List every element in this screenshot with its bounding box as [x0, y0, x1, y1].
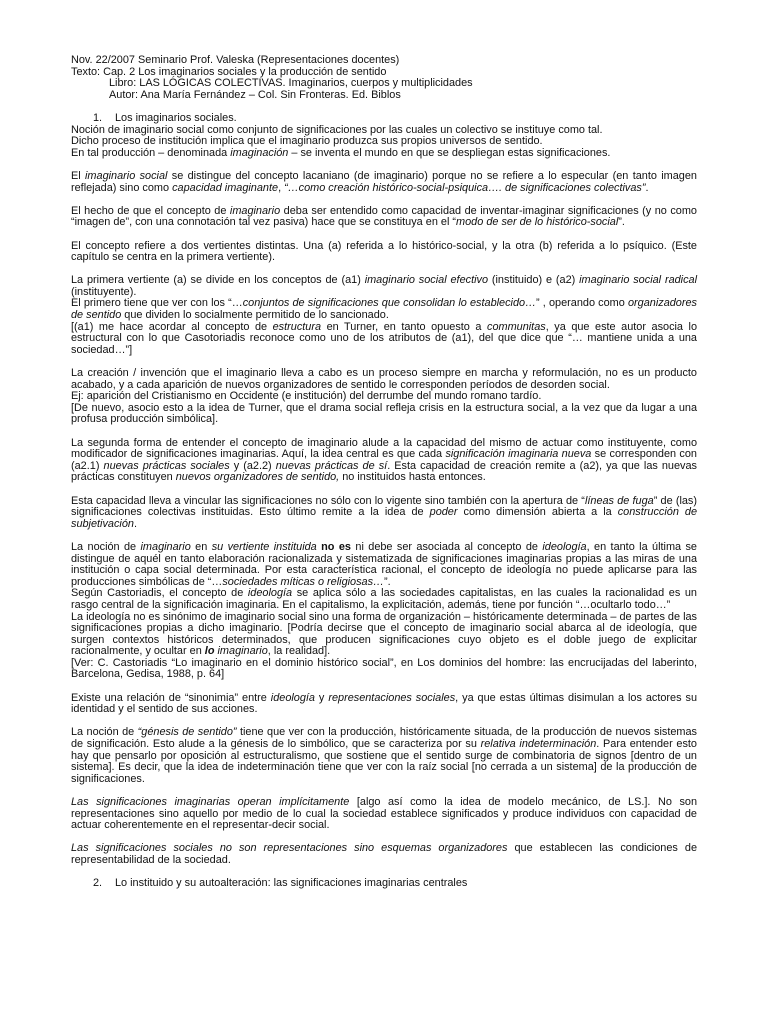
paragraph: La segunda forma de entender el concepto de imaginario alude a la capacidad del mismo de actuar como instituyente, como modificador de significaciones imaginarias. Aquí, la idea central es que cada significación imaginaria nueva se corresponden con (a2.1) nuevas prácticas sociales y (a2.2) nuevas prácticas de sí. Esta capacidad de creación remite a (a2), ya que las nuevas prácticas constituyen nuevos organizadores de sentido, no instituidos hasta entonces. [71, 436, 697, 484]
section-heading-1: 1. Los imaginarios sociales. [93, 111, 237, 124]
paragraph: Existe una relación de “sinonimia” entre ideología y representaciones sociales, ya que estas últimas disimulan a los actores su identidad y el sentido de sus acciones. [71, 691, 697, 716]
paragraph: La noción de imaginario en su vertiente instituida no es ni debe ser asociada al concepto de ideología, en tanto la última se distingue de aquél en tanto elaboración racionalizada y sistematizada de significaciones imaginarias propias a las miras de una institución o capa social determinada. Por esta característica racional, el concepto de ideología no puede aplicarse para las producciones simbólicas de “…sociedades míticas o religiosas…”. [71, 540, 697, 588]
header-author-line: Autor: Ana María Fernández – Col. Sin Fronteras. Ed. Biblos [109, 88, 401, 101]
paragraph: En tal producción – denominada imaginación – se inventa el mundo en que se despliegan estas significaciones. [71, 146, 611, 159]
paragraph: El hecho de que el concepto de imaginario deba ser entendido como capacidad de inventar-imaginar significaciones (y no como “imagen de”, con una connotación tal vez pasiva) hace que se constituya en el “modo de ser de lo histórico-social”. [71, 204, 697, 229]
document-body [71, 55, 697, 890]
header-text-line: Texto: Cap. 2 Los imaginarios sociales y la producción de sentido [71, 65, 387, 78]
paragraph: [(a1) me hace acordar al concepto de estructura en Turner, en tanto opuesto a communitas, ya que este autor asocia lo estructural con lo que Casotoriadis reconoce como uno de los atributos de (a1), del que dice que “… mantiene unida a una sociedad…”] [71, 320, 698, 356]
paragraph: La primera vertiente (a) se divide en los conceptos de (a1) imaginario social efectivo (instituido) e (a2) imaginario social radical (instituyente). [71, 274, 698, 298]
paragraph: El concepto refiere a dos vertientes distintas. Una (a) referida a lo histórico-social, y la otra (b) referida a lo psíquico. (Este capítulo se centra en la primera vertiente). [71, 239, 697, 264]
paragraph: Ej: aparición del Cristianismo en Occidente (e institución) del derrumbe del mundo romano tardío. [71, 390, 542, 403]
paragraph: Noción de imaginario social como conjunto de significaciones por las cuales un colectivo se instituye como tal. [71, 123, 603, 136]
paragraph: La creación / invención que el imaginario lleva a cabo es un proceso siempre en marcha y reformulación, no es un producto acabado, y a cada aparición de nuevos organizadores de sentido le corresponden períodos de desorden social. [71, 367, 697, 391]
paragraph: El primero tiene que ver con los “…conjuntos de significaciones que consolidan lo establecido…” , operando como organizadores de sentido que dividen lo socialmente permitido de lo sancionado. [71, 297, 697, 322]
paragraph: Las significaciones sociales no son representaciones sino esquemas organizadores que establecen las condiciones de representabilidad de la sociedad. [71, 842, 698, 866]
paragraph: [Ver: C. Castoriadis “Lo imaginario en el dominio histórico social”, en Los dominios del hombre: las encrucijadas del laberinto, Barcelona, Gedisa, 1988, p. 64] [71, 656, 697, 681]
paragraph: Dicho proceso de institución implica que el imaginario produzca sus propios universos de sentido. [71, 135, 543, 148]
header-date-line: Nov. 22/2007 Seminario Prof. Valeska (Representaciones docentes) [71, 54, 400, 66]
paragraph: Las significaciones imaginarias operan implícitamente [algo así como la idea de modelo mecánico, de LS.]. No son representaciones sino aquello por medio de lo cual la sociedad establece significados y produce individuos con capacidad de actuar coherentemente en el representar-decir social. [71, 796, 697, 832]
paragraph: [De nuevo, asocio esto a la idea de Turner, que el drama social refleja crisis en la estructura social, a la vez que da lugar a una profusa producción simbólica]. [71, 401, 697, 426]
paragraph: Esta capacidad lleva a vincular las significaciones no sólo con lo vigente sino también con la apertura de “líneas de fuga” de (las) significaciones colectivas instituidas. Esto último remite a la idea de poder como dimensión abierta a la construcción de subjetivación. [71, 494, 698, 530]
paragraph: Según Castoriadis, el concepto de ideología se aplica sólo a las sociedades capitalistas, en las cuales la racionalidad es un rasgo central de la significación imaginaria. En el capitalismo, la explicitación, además, tiene por función “…ocultarlo todo…” [71, 587, 697, 611]
paragraph: La noción de “génesis de sentido” tiene que ver con la producción, históricamente situada, de la producción de nuevos sistemas de significación. Esto alude a la génesis de lo simbólico, que se caracteriza por su relativa indeterminación. Para entender esto hay que pensarlo por oposición al estructuralismo, que sostiene que el sentido surge de combinatoria de signos [dentro de un sistema]. Es decir, que la idea de indeterminación tiene que ver con la raíz social [no cerrada a un sistema] de la producción de significaciones. [71, 726, 697, 785]
header-book-line: Libro: LAS LÓGICAS COLECTIVAS. Imaginarios, cuerpos y multiplicidades [109, 77, 473, 90]
paragraph: La ideología no es sinónimo de imaginario social sino una forma de organización – históricamente determinada – de partes de las significaciones propias a dicho imaginario. [Podría decirse que el concepto de imaginario social abarca al de ideología, que surgen contextos históricos determinados, que producen significaciones cuyo objeto es el doble juego de explicitar racionalmente, y ocultar en lo imaginario, la realidad]. [71, 610, 697, 658]
paragraph: El imaginario social se distingue del concepto lacaniano (de imaginario) porque no se refiere a lo especular (en tanto imagen reflejada) sino como capacidad imaginante, “…como creación histórico-social-psiquica…. de significaciones colectivas”. [71, 169, 697, 194]
section-heading-2: 2. Lo instituido y su autoalteración: las significaciones imaginarias centrales [93, 877, 468, 890]
